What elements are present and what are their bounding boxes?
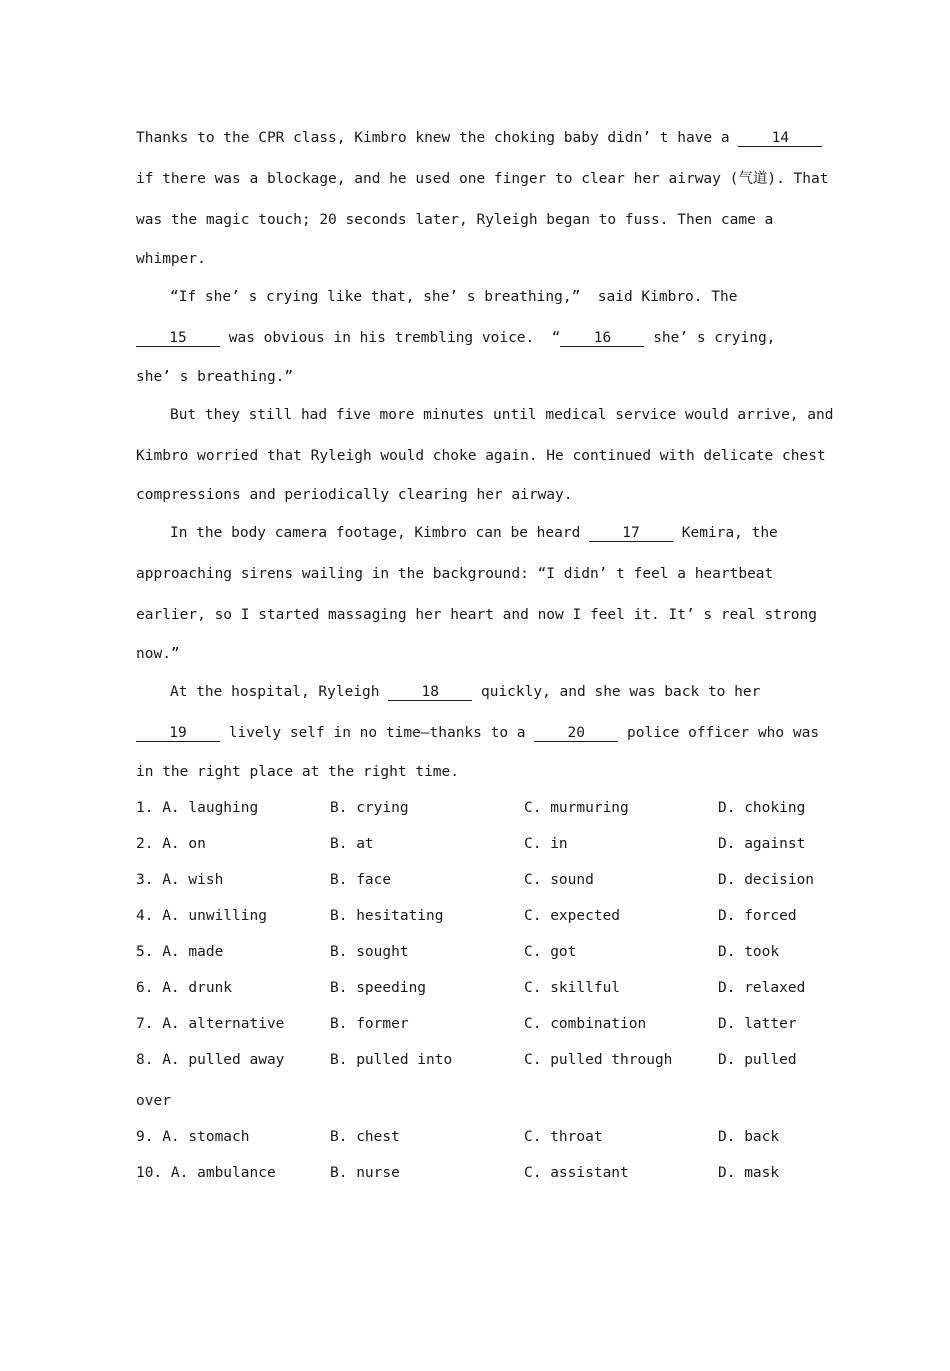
question-row-2 — [136, 826, 816, 862]
question-row-1 — [136, 790, 816, 826]
option-c: C. expected — [524, 908, 621, 924]
option-a: 10. A. ambulance — [136, 1165, 276, 1181]
blank-18: 18 — [388, 684, 472, 701]
option-b: B. chest — [330, 1129, 400, 1145]
option-b: B. crying — [330, 800, 409, 816]
text-line — [136, 672, 816, 713]
option-a: 2. A. on — [136, 836, 206, 852]
option-a: 4. A. unwilling — [136, 908, 267, 924]
blank-19: 19 — [136, 725, 220, 742]
question-row-6 — [136, 970, 816, 1006]
blank-20: 20 — [534, 725, 618, 742]
text-line: whimper. — [136, 251, 206, 267]
option-d: D. back — [718, 1129, 780, 1145]
text-line: “If she’ s crying like that, she’ s breathing,” said Kimbro. The — [170, 289, 738, 305]
option-b: B. speeding — [330, 980, 427, 996]
paragraph-3 — [136, 395, 834, 513]
option-b: B. face — [330, 872, 392, 888]
question-row-10 — [136, 1155, 816, 1191]
paragraph-1 — [136, 118, 829, 277]
text-line: if there was a blockage, and he used one finger to clear her airway (气道). That — [136, 171, 829, 187]
text-span: she’ s crying, — [644, 330, 776, 346]
paragraph-5 — [136, 672, 820, 790]
option-a: 5. A. made — [136, 944, 224, 960]
option-a: 7. A. alternative — [136, 1016, 285, 1032]
option-c: C. pulled through — [524, 1052, 673, 1068]
option-b: B. at — [330, 836, 374, 852]
text-line: approaching sirens wailing in the background: “I didn’ t feel a heartbeat — [136, 566, 774, 582]
text-line — [136, 118, 816, 159]
option-d: D. against — [718, 836, 806, 852]
question-row-4 — [136, 898, 816, 934]
option-d: D. forced — [718, 908, 797, 924]
question-row-5 — [136, 934, 816, 970]
option-b: B. sought — [330, 944, 409, 960]
text-span: police officer who was — [618, 725, 820, 741]
option-d: D. mask — [718, 1165, 780, 1181]
option-c: C. skillful — [524, 980, 621, 996]
option-a: 6. A. drunk — [136, 980, 233, 996]
text-span: Kemira, the — [673, 525, 778, 541]
text-line: now.” — [136, 646, 180, 662]
question-row-7 — [136, 1006, 816, 1042]
option-d: D. latter — [718, 1016, 797, 1032]
option-a: 1. A. laughing — [136, 800, 259, 816]
text-line — [136, 513, 816, 554]
text-span: quickly, and she was back to her — [472, 684, 761, 700]
option-c: C. got — [524, 944, 577, 960]
option-c: C. in — [524, 836, 568, 852]
option-d: D. took — [718, 944, 780, 960]
option-a: 8. A. pulled away — [136, 1052, 285, 1068]
blank-17: 17 — [589, 525, 673, 542]
text-line: earlier, so I started massaging her heart and now I feel it. It’ s real strong — [136, 607, 817, 623]
question-row-8 — [136, 1042, 816, 1083]
paragraph-2 — [136, 277, 816, 395]
text-span: At the hospital, Ryleigh — [170, 684, 389, 700]
text-span: was obvious in his trembling voice. “ — [220, 330, 561, 346]
option-c: C. sound — [524, 872, 594, 888]
paragraph-4 — [136, 513, 816, 672]
document-page — [136, 118, 834, 1191]
option-a: 9. A. stomach — [136, 1129, 250, 1145]
blank-15: 15 — [136, 330, 220, 347]
text-line: she’ s breathing.” — [136, 369, 294, 385]
option-b: B. nurse — [330, 1165, 400, 1181]
option-a: 3. A. wish — [136, 872, 224, 888]
option-b: B. pulled into — [330, 1052, 453, 1068]
question-options — [136, 790, 816, 1191]
option-c: C. murmuring — [524, 800, 629, 816]
text-line: in the right place at the right time. — [136, 764, 460, 780]
option-d: D. relaxed — [718, 980, 806, 996]
text-line: was the magic touch; 20 seconds later, Ryleigh began to fuss. Then came a — [136, 212, 774, 228]
text-span: lively self in no time—thanks to a — [220, 725, 535, 741]
blank-14: 14 — [738, 130, 822, 147]
option-d: D. pulled — [718, 1052, 797, 1068]
option-d: D. decision — [718, 872, 815, 888]
option-d: D. choking — [718, 800, 806, 816]
text-line: compressions and periodically clearing her airway. — [136, 487, 573, 503]
text-span: In the body camera footage, Kimbro can be heard — [170, 525, 590, 541]
text-span: Thanks to the CPR class, Kimbro knew the choking baby didn’ t have a — [136, 130, 739, 146]
option-d-wrap: over — [136, 1093, 171, 1109]
text-line: But they still had five more minutes until medical service would arrive, and — [170, 407, 834, 423]
text-line — [136, 318, 816, 359]
blank-16: 16 — [560, 330, 644, 347]
question-row-9 — [136, 1119, 816, 1155]
option-c: C. throat — [524, 1129, 603, 1145]
option-c: C. combination — [524, 1016, 647, 1032]
question-row-3 — [136, 862, 816, 898]
option-b: B. hesitating — [330, 908, 444, 924]
option-c: C. assistant — [524, 1165, 629, 1181]
text-line: Kimbro worried that Ryleigh would choke again. He continued with delicate chest — [136, 448, 826, 464]
text-line — [136, 713, 820, 754]
option-b: B. former — [330, 1016, 409, 1032]
